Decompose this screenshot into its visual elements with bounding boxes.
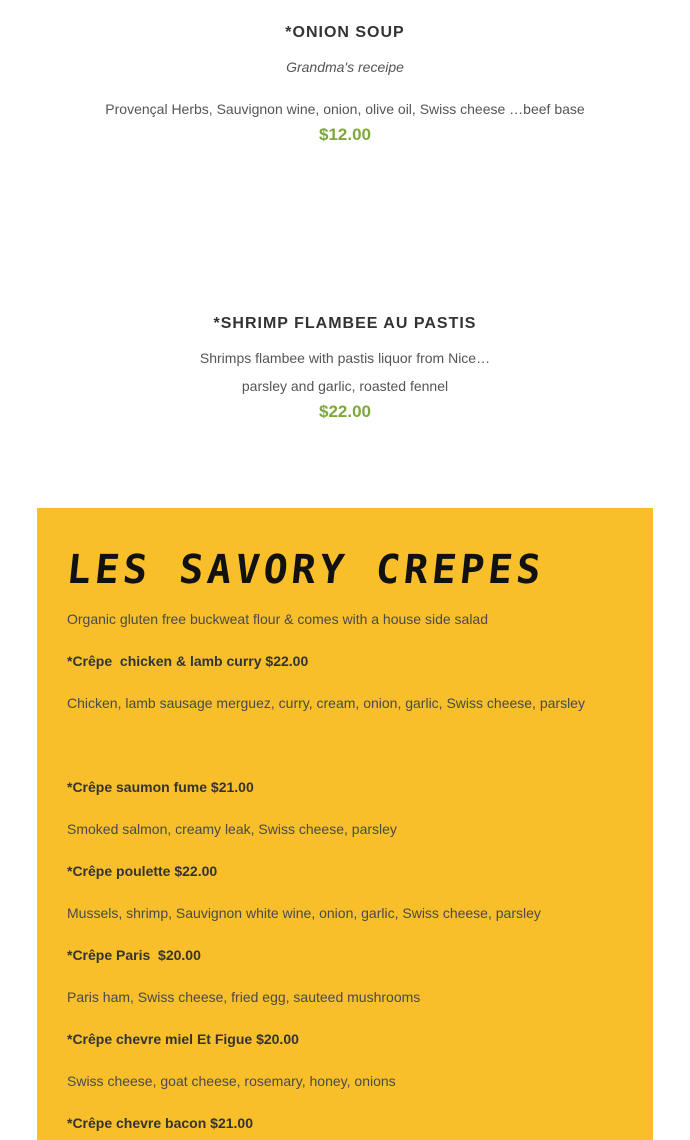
- shrimp-flambee-title: *SHRIMP FLAMBEE AU PASTIS: [213, 315, 477, 332]
- crepe-poulette-name: *Crêpe poulette $22.00: [67, 863, 218, 879]
- crepe-paris-name: *Crêpe Paris $20.00: [67, 947, 201, 963]
- shrimp-flambee-description-line-1: Shrimps flambee with pastis liquor from Nice…: [199, 350, 491, 366]
- onion-soup-price: $12.00: [319, 125, 371, 144]
- savory-crepes-panel: [37, 508, 653, 1140]
- crepe-chevre-bacon-name: *Crêpe chevre bacon $21.00: [67, 1115, 253, 1131]
- crepe-chicken-lamb-curry-name: *Crêpe chicken & lamb curry $22.00: [67, 653, 309, 669]
- shrimp-flambee-description-line-2: parsley and garlic, roasted fennel: [241, 378, 449, 394]
- onion-soup-title: *ONION SOUP: [285, 24, 405, 41]
- crepe-poulette-description: Mussels, shrimp, Sauvignon white wine, onion, garlic, Swiss cheese, parsley: [67, 905, 541, 921]
- savory-crepes-heading: LES SAVORY CREPES: [64, 547, 547, 593]
- onion-soup-description: Provençal Herbs, Sauvignon wine, onion, olive oil, Swiss cheese …beef base: [105, 101, 585, 117]
- crepe-saumon-fume-name: *Crêpe saumon fume $21.00: [67, 779, 254, 795]
- crepe-chevre-miel-figue-name: *Crêpe chevre miel Et Figue $20.00: [67, 1031, 299, 1047]
- crepe-paris-description: Paris ham, Swiss cheese, fried egg, sauteed mushrooms: [67, 989, 421, 1005]
- crepe-saumon-fume-description: Smoked salmon, creamy leak, Swiss cheese, parsley: [67, 821, 397, 837]
- onion-soup-subtitle: Grandma's receipe: [286, 59, 404, 75]
- crepes-intro: Organic gluten free buckweat flour & comes with a house side salad: [67, 611, 489, 627]
- crepe-chevre-miel-figue-description: Swiss cheese, goat cheese, rosemary, honey, onions: [67, 1073, 396, 1089]
- shrimp-flambee-price: $22.00: [319, 402, 371, 421]
- crepe-chicken-lamb-curry-description: Chicken, lamb sausage merguez, curry, cream, onion, garlic, Swiss cheese, parsley: [67, 695, 585, 711]
